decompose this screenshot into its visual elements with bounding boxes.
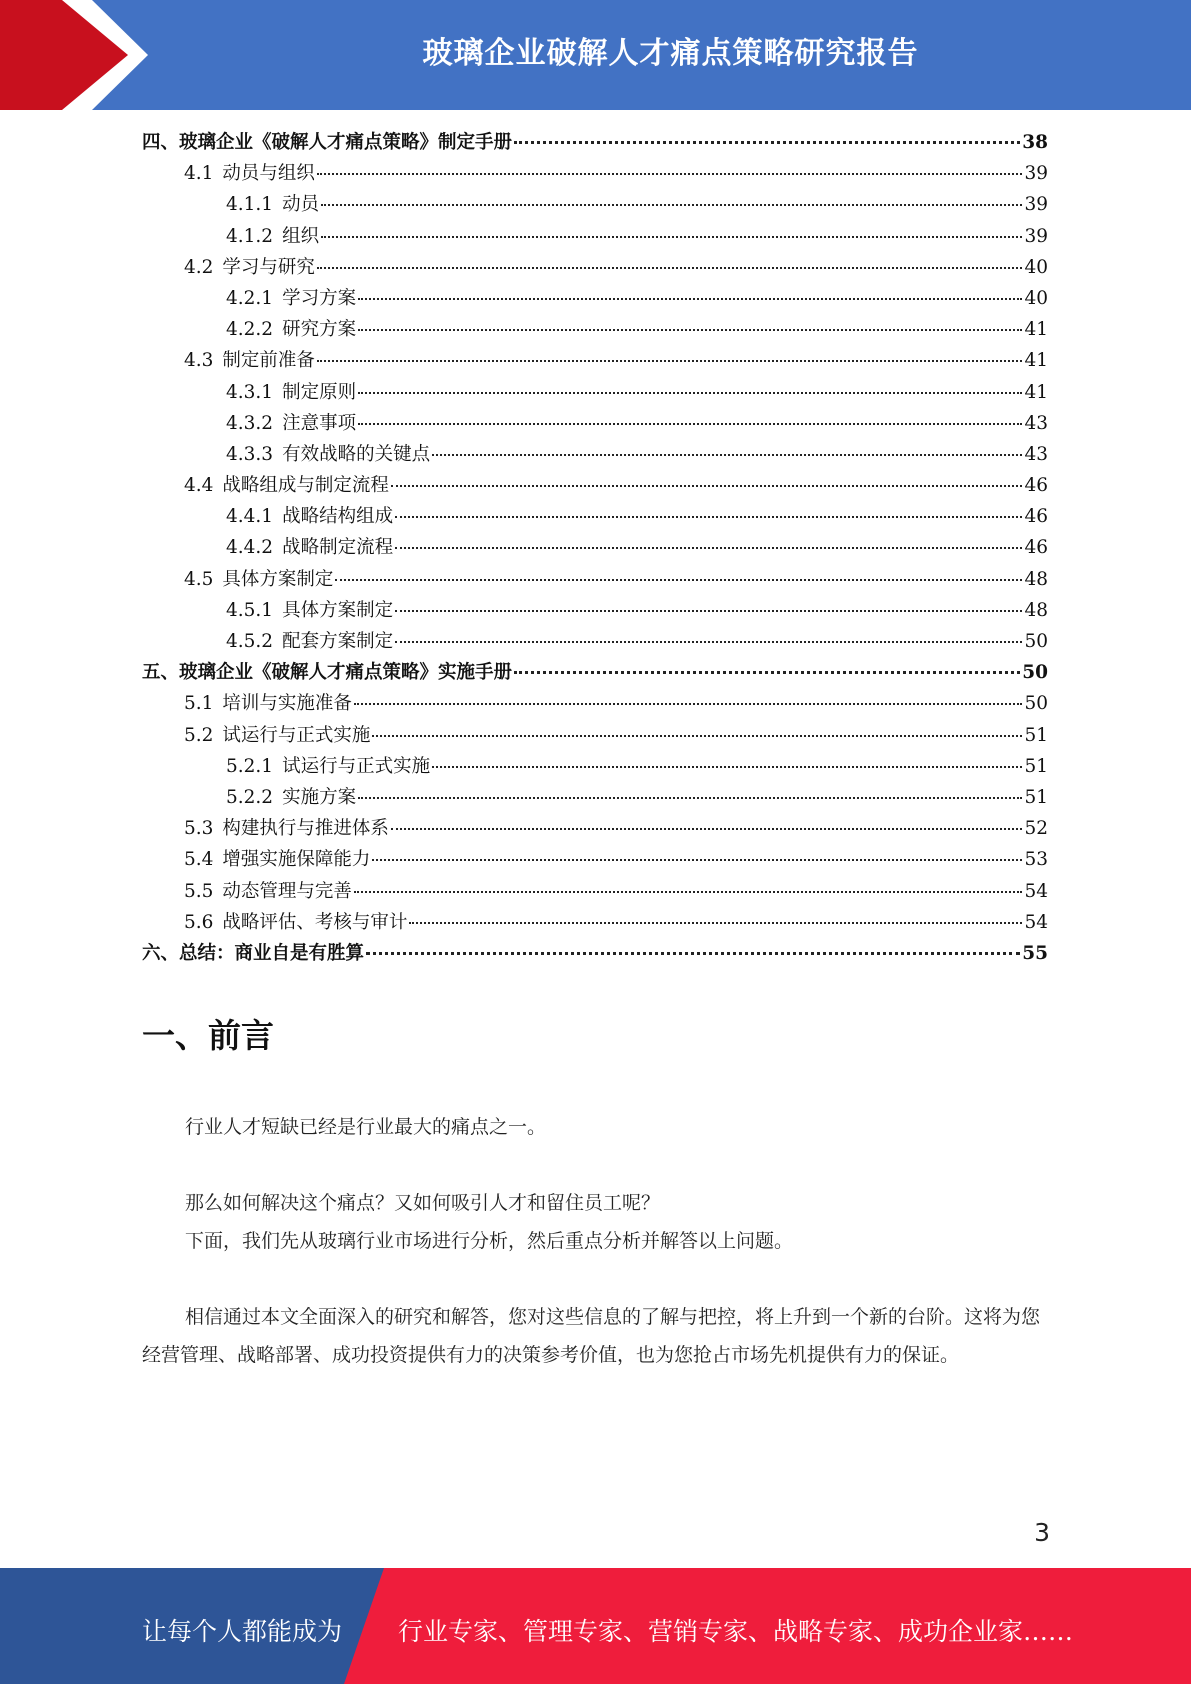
toc-entry-page: 43 <box>1024 412 1048 434</box>
page-header-banner <box>0 0 1191 110</box>
toc-dot-leader <box>372 859 1022 861</box>
toc-entry-number: 5.1 <box>184 693 214 715</box>
toc-dot-leader <box>358 298 1022 300</box>
toc-dot-leader <box>317 173 1023 175</box>
paragraph-3: 下面，我们先从玻璃行业市场进行分析，然后重点分析并解答以上问题。 <box>185 1230 794 1252</box>
toc-dot-leader <box>317 360 1023 362</box>
toc-entry-page: 51 <box>1024 724 1048 746</box>
toc-dot-leader <box>335 579 1022 581</box>
toc-entry-page: 54 <box>1024 880 1048 902</box>
toc-entry-page: 43 <box>1024 443 1048 465</box>
toc-entry[interactable] <box>142 378 1048 409</box>
toc-entry[interactable] <box>142 565 1048 596</box>
toc-entry-title: 战略评估、考核与审计 <box>222 911 408 933</box>
table-of-contents <box>142 128 1048 970</box>
toc-entry-number: 4.3.2 <box>226 412 274 434</box>
toc-dot-leader <box>395 610 1022 612</box>
toc-entry[interactable] <box>142 284 1048 315</box>
toc-dot-leader <box>317 267 1023 269</box>
toc-entry-title: 动员与组织 <box>222 163 315 185</box>
toc-entry-page: 55 <box>1022 942 1048 964</box>
toc-entry[interactable] <box>142 409 1048 440</box>
toc-entry[interactable] <box>142 128 1048 159</box>
toc-entry-number: 4.3.3 <box>226 443 274 465</box>
toc-entry[interactable] <box>142 939 1048 970</box>
toc-dot-leader <box>366 952 1020 955</box>
toc-entry-number: 5.2.2 <box>226 786 274 808</box>
toc-entry-number: 4.1 <box>184 163 214 185</box>
toc-entry-number: 5.5 <box>184 880 214 902</box>
toc-entry-page: 51 <box>1024 786 1048 808</box>
toc-dot-leader <box>409 922 1022 924</box>
toc-entry-number: 4.4.1 <box>226 506 274 528</box>
toc-entry-page: 52 <box>1024 818 1048 840</box>
toc-entry[interactable] <box>142 596 1048 627</box>
toc-entry-title: 实施方案 <box>282 786 357 808</box>
toc-entry-title: 制定前准备 <box>222 350 315 372</box>
toc-entry[interactable] <box>142 440 1048 471</box>
toc-dot-leader <box>391 828 1023 830</box>
toc-dot-leader <box>372 735 1022 737</box>
toc-dot-leader <box>358 329 1022 331</box>
footer-slogan-left: 让每个人都能成为 <box>142 1617 343 1646</box>
toc-entry-number: 4.2.1 <box>226 287 274 309</box>
toc-entry-number: 4.1.1 <box>226 194 274 216</box>
toc-entry-title: 五、玻璃企业《破解人才痛点策略》实施手册 <box>142 662 513 684</box>
toc-entry-title: 动员 <box>282 194 320 216</box>
toc-entry-title: 具体方案制定 <box>282 599 394 621</box>
toc-dot-leader <box>432 454 1022 456</box>
toc-entry-title: 战略组成与制定流程 <box>222 475 389 497</box>
toc-entry-title: 六、总结：商业自是有胜算 <box>142 942 365 964</box>
toc-dot-leader <box>358 797 1022 799</box>
toc-entry-page: 40 <box>1024 287 1048 309</box>
toc-entry-number: 5.2.1 <box>226 755 274 777</box>
document-title: 玻璃企业破解人才痛点策略研究报告 <box>422 36 919 71</box>
toc-dot-leader <box>321 204 1022 206</box>
paragraph-2: 那么如何解决这个痛点？又如何吸引人才和留住员工呢？ <box>185 1192 661 1214</box>
toc-entry-title: 动态管理与完善 <box>222 880 352 902</box>
toc-entry[interactable] <box>142 658 1048 689</box>
toc-entry-number: 4.4.2 <box>226 537 274 559</box>
toc-entry-number: 4.1.2 <box>226 225 274 247</box>
toc-entry-page: 46 <box>1024 537 1048 559</box>
page-footer-banner <box>0 1568 1191 1684</box>
toc-entry[interactable] <box>142 190 1048 221</box>
toc-entry[interactable] <box>142 315 1048 346</box>
toc-entry-title: 试运行与正式实施 <box>222 724 371 746</box>
toc-entry-number: 4.5.1 <box>226 599 274 621</box>
toc-entry[interactable] <box>142 721 1048 752</box>
toc-entry-page: 41 <box>1024 381 1048 403</box>
toc-entry[interactable] <box>142 533 1048 564</box>
toc-dot-leader <box>395 516 1022 518</box>
toc-entry-page: 51 <box>1024 755 1048 777</box>
toc-entry-page: 54 <box>1024 911 1048 933</box>
toc-entry[interactable] <box>142 627 1048 658</box>
toc-entry[interactable] <box>142 752 1048 783</box>
toc-dot-leader <box>395 641 1022 643</box>
toc-dot-leader <box>358 423 1022 425</box>
toc-dot-leader <box>354 703 1023 705</box>
toc-entry-title: 构建执行与推进体系 <box>222 818 389 840</box>
toc-entry-number: 5.3 <box>184 818 214 840</box>
toc-entry-number: 5.6 <box>184 911 214 933</box>
toc-entry-page: 53 <box>1024 849 1048 871</box>
toc-entry-title: 学习方案 <box>282 287 357 309</box>
toc-entry-page: 50 <box>1024 631 1048 652</box>
toc-dot-leader <box>432 766 1022 768</box>
toc-entry[interactable] <box>142 159 1048 190</box>
toc-entry-number: 5.2 <box>184 724 214 746</box>
toc-entry-number: 4.3.1 <box>226 381 274 403</box>
toc-entry-page: 41 <box>1024 319 1048 341</box>
toc-entry-page: 39 <box>1024 194 1048 216</box>
toc-entry-page: 41 <box>1024 350 1048 372</box>
toc-entry[interactable] <box>142 908 1048 939</box>
toc-dot-leader <box>391 485 1023 487</box>
toc-entry-title: 有效战略的关键点 <box>282 443 431 465</box>
footer-slogan-right: 行业专家、管理专家、营销专家、战略专家、成功企业家…… <box>398 1617 1074 1646</box>
toc-entry-title: 试运行与正式实施 <box>282 755 431 777</box>
toc-entry-title: 组织 <box>282 225 320 247</box>
toc-entry-page: 38 <box>1022 132 1048 153</box>
toc-entry-title: 培训与实施准备 <box>222 693 352 715</box>
toc-dot-leader <box>514 671 1020 674</box>
toc-entry-title: 注意事项 <box>282 412 357 434</box>
toc-entry[interactable] <box>142 471 1048 502</box>
toc-entry-title: 战略制定流程 <box>282 537 394 559</box>
toc-entry-title: 学习与研究 <box>222 256 315 278</box>
toc-entry[interactable] <box>142 346 1048 377</box>
toc-entry-title: 具体方案制定 <box>222 568 334 590</box>
toc-entry-number: 4.4 <box>184 475 214 497</box>
page-number: 3 <box>1034 1518 1050 1547</box>
paragraph-1: 行业人才短缺已经是行业最大的痛点之一。 <box>185 1116 547 1138</box>
toc-entry-page: 50 <box>1024 693 1048 715</box>
toc-entry-page: 39 <box>1024 225 1048 247</box>
toc-entry-page: 48 <box>1024 599 1048 621</box>
toc-entry-number: 5.4 <box>184 849 214 871</box>
toc-entry-page: 40 <box>1024 256 1048 278</box>
toc-entry-title: 四、玻璃企业《破解人才痛点策略》制定手册 <box>142 132 513 153</box>
toc-dot-leader <box>514 141 1020 144</box>
toc-entry[interactable] <box>142 814 1048 845</box>
toc-entry[interactable] <box>142 253 1048 284</box>
toc-dot-leader <box>395 547 1022 549</box>
toc-dot-leader <box>354 891 1023 893</box>
toc-entry-title: 研究方案 <box>282 319 357 341</box>
toc-entry-number: 4.3 <box>184 350 214 372</box>
toc-entry-title: 制定原则 <box>282 381 357 403</box>
toc-entry-number: 4.5 <box>184 568 214 590</box>
toc-entry-title: 战略结构组成 <box>282 506 394 528</box>
toc-entry[interactable] <box>142 783 1048 814</box>
toc-entry-page: 48 <box>1024 568 1048 590</box>
toc-entry-number: 4.5.2 <box>226 631 274 652</box>
toc-entry[interactable] <box>142 845 1048 876</box>
toc-entry-page: 50 <box>1022 662 1048 684</box>
toc-entry-title: 配套方案制定 <box>282 631 394 652</box>
toc-entry[interactable] <box>142 502 1048 533</box>
toc-entry[interactable] <box>142 222 1048 253</box>
toc-entry-title: 增强实施保障能力 <box>222 849 371 871</box>
toc-entry-page: 46 <box>1024 506 1048 528</box>
toc-dot-leader <box>321 236 1022 238</box>
toc-entry-page: 39 <box>1024 163 1048 185</box>
toc-entry[interactable] <box>142 877 1048 908</box>
section-heading: 一、前言 <box>142 1016 274 1055</box>
paragraph-4: 相信通过本文全面深入的研究和解答，您对这些信息的了解与把控，将上升到一个新的台阶。这将为您经营管理、战略部署、成功投资提供有力的决策参考价值，也为您抢占市场先机提供有力的保证。 <box>142 1306 1041 1366</box>
toc-entry-number: 4.2.2 <box>226 319 274 341</box>
toc-entry[interactable] <box>142 689 1048 720</box>
toc-dot-leader <box>358 392 1022 394</box>
toc-entry-number: 4.2 <box>184 256 214 278</box>
toc-entry-page: 46 <box>1024 475 1048 497</box>
